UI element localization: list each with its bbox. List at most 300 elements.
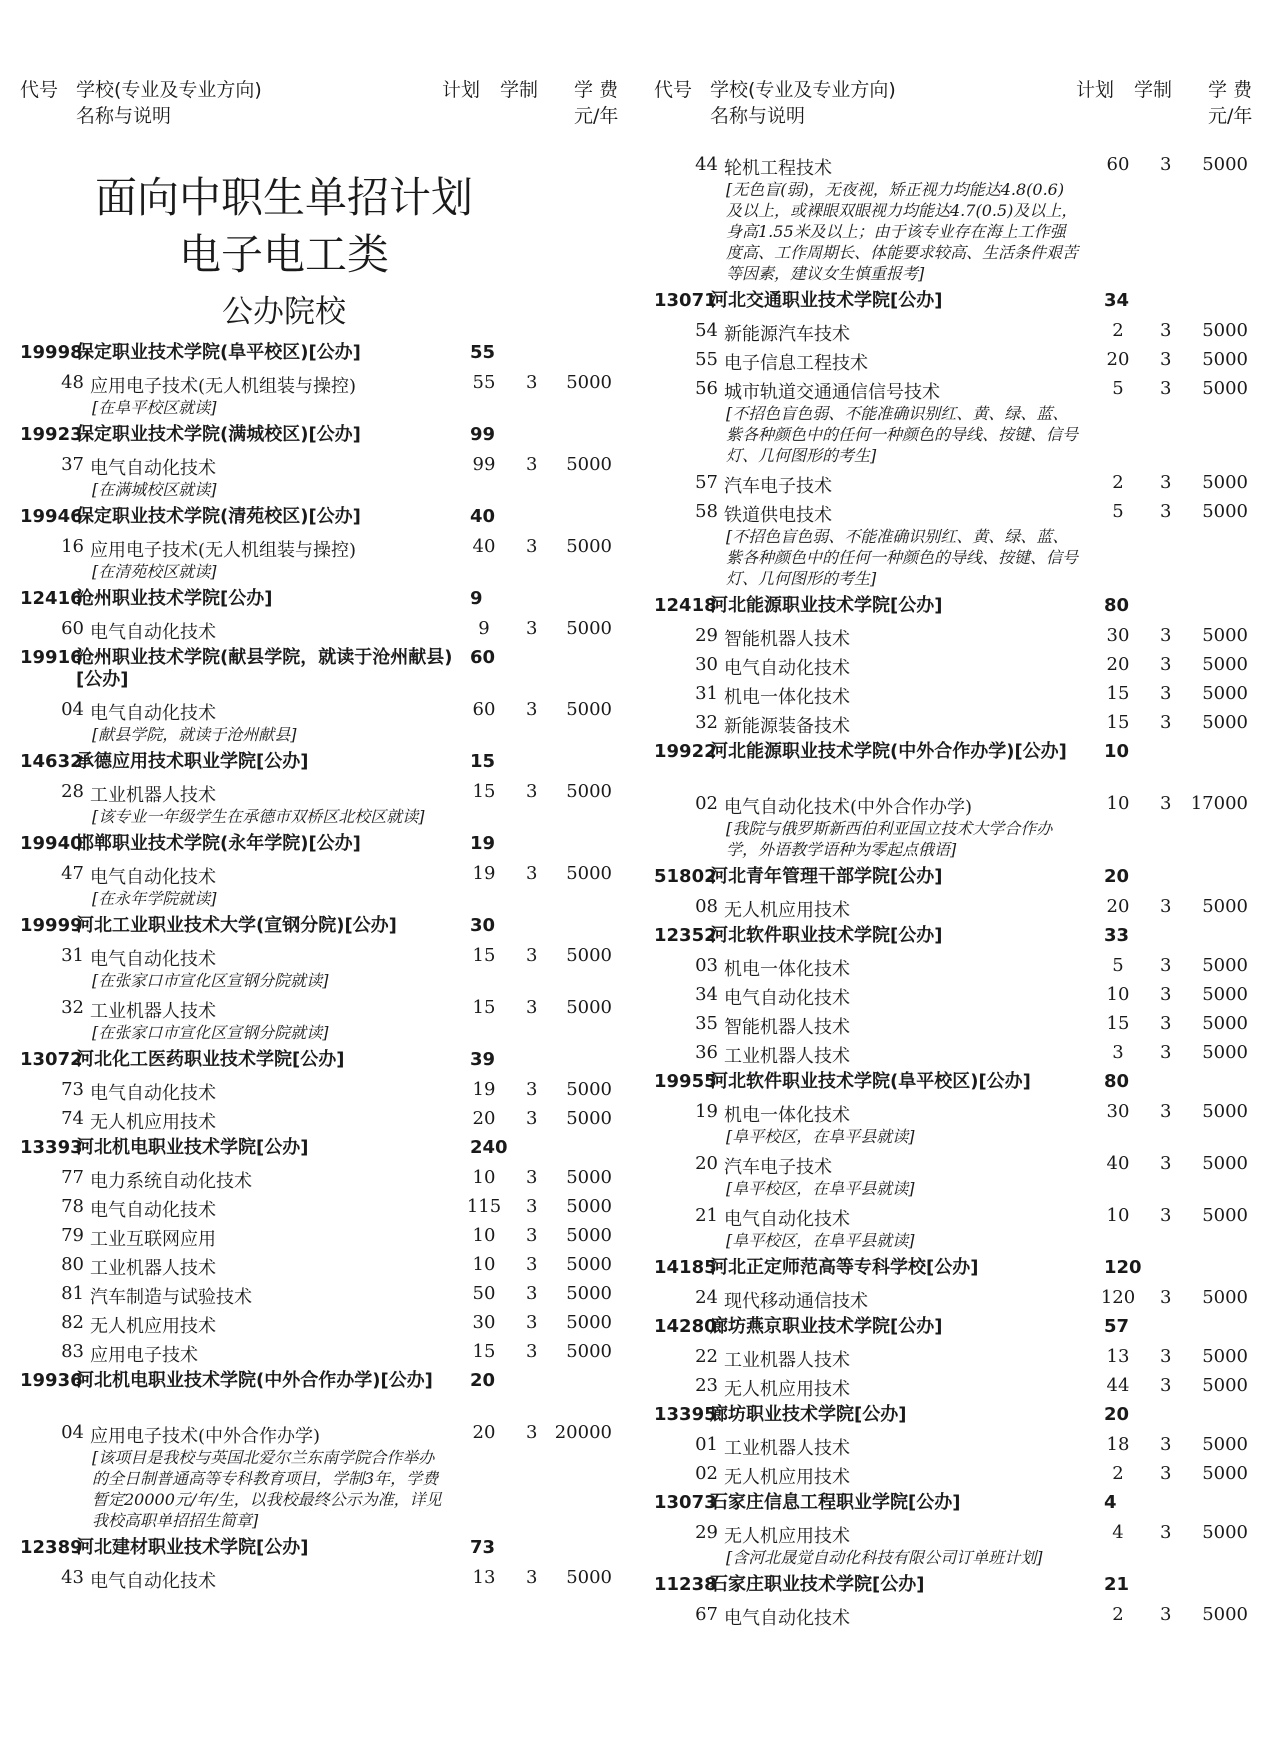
major-note: [阜平校区，在阜平县就读]	[726, 1231, 915, 1250]
major-plan: 2	[1112, 1463, 1124, 1484]
header-school-desc: 名称与说明	[710, 105, 806, 127]
major-note: [在张家口市宣化区宣钢分院就读]	[92, 971, 329, 990]
major-years: 3	[1160, 1042, 1172, 1063]
institution-code: 12389	[20, 1537, 83, 1558]
major-plan: 60	[1106, 154, 1130, 175]
major-row	[648, 1518, 1258, 1547]
institution-name: 廊坊燕京职业技术学院[公办]	[710, 1316, 943, 1337]
major-row	[648, 708, 1258, 737]
major-note: [含河北晟觉自动化科技有限公司订单班计划]	[726, 1548, 1043, 1567]
major-fee: 17000	[1190, 793, 1248, 814]
institution-block	[648, 921, 1258, 1067]
header-fee: 学 费	[574, 79, 619, 101]
major-fee: 5000	[1202, 1153, 1248, 1174]
major-fee: 5000	[566, 699, 612, 720]
major-plan: 2	[1112, 472, 1124, 493]
header-fee: 学 费	[1208, 79, 1253, 101]
institution-code: 19922	[654, 741, 717, 762]
major-code: 80	[61, 1254, 84, 1275]
major-fee: 5000	[1202, 501, 1248, 522]
major-fee: 5000	[1202, 955, 1248, 976]
institution-code: 12418	[654, 595, 717, 616]
institution-block	[14, 1133, 622, 1366]
major-row	[648, 1038, 1258, 1067]
major-name: 工业机器人技术	[90, 1001, 216, 1022]
major-years: 3	[1160, 1346, 1172, 1367]
institution-block	[14, 1533, 622, 1592]
major-note: [该专业一年级学生在承德市双桥区北校区就读]	[92, 807, 425, 826]
major-years: 3	[1160, 1153, 1172, 1174]
institution-name: 河北机电职业技术学院(中外合作办学)[公办]	[76, 1370, 433, 1391]
major-years: 3	[1160, 1434, 1172, 1455]
major-fee: 5000	[1202, 1604, 1248, 1625]
major-plan: 44	[1106, 1375, 1130, 1396]
major-name: 电气自动化技术	[724, 1608, 850, 1629]
institution-row	[14, 420, 622, 450]
major-code: 55	[695, 349, 718, 370]
institution-name: 保定职业技术学院(清苑校区)[公办]	[76, 506, 361, 527]
major-code: 02	[695, 793, 718, 814]
major-name: 工业机器人技术	[724, 1046, 850, 1067]
major-row	[14, 695, 622, 724]
major-name: 工业互联网应用	[90, 1229, 216, 1250]
major-name: 汽车电子技术	[724, 1157, 832, 1178]
major-years: 3	[1160, 654, 1172, 675]
institution-row	[648, 1253, 1258, 1283]
major-years: 3	[1160, 378, 1172, 399]
institution-plan: 19	[470, 833, 496, 854]
header-code: 代号	[654, 79, 693, 101]
major-years: 3	[526, 1567, 538, 1588]
major-code: 67	[695, 1604, 718, 1625]
major-plan: 13	[1106, 1346, 1130, 1367]
major-years: 3	[526, 1283, 538, 1304]
major-fee: 5000	[1202, 683, 1248, 704]
institution-plan: 240	[470, 1137, 508, 1158]
major-years: 3	[526, 781, 538, 802]
institution-code: 19923	[20, 424, 83, 445]
major-row	[14, 450, 622, 479]
institution-name: 邯郸职业技术学院(永年学院)[公办]	[76, 833, 361, 854]
institution-name: 石家庄职业技术学院[公办]	[710, 1574, 925, 1595]
major-plan: 50	[472, 1283, 496, 1304]
institution-block	[648, 862, 1258, 921]
major-code: 83	[61, 1341, 84, 1362]
major-years: 3	[1160, 154, 1172, 175]
major-years: 3	[526, 1167, 538, 1188]
major-plan: 15	[472, 997, 496, 1018]
major-plan: 20	[472, 1422, 496, 1443]
column-header	[14, 78, 622, 134]
major-code: 01	[695, 1434, 718, 1455]
major-row	[14, 1192, 622, 1221]
header-fee-unit: 元/年	[574, 105, 619, 127]
major-note: [在阜平校区就读]	[92, 398, 217, 417]
institution-row	[14, 747, 622, 777]
major-code: 23	[695, 1375, 718, 1396]
header-plan: 计划	[442, 79, 481, 101]
major-name: 工业机器人技术	[724, 1438, 850, 1459]
major-fee: 5000	[1202, 1042, 1248, 1063]
major-note: [在永年学院就读]	[92, 889, 217, 908]
major-name: 现代移动通信技术	[724, 1291, 868, 1312]
major-name: 新能源汽车技术	[724, 324, 850, 345]
major-plan: 10	[1106, 984, 1130, 1005]
major-code: 31	[695, 683, 718, 704]
institution-row	[14, 1045, 622, 1075]
major-name: 应用电子技术	[90, 1345, 198, 1366]
column-header	[648, 78, 1258, 134]
major-row	[14, 1221, 622, 1250]
institution-name: 河北能源职业技术学院[公办]	[710, 595, 943, 616]
major-plan: 19	[472, 1079, 496, 1100]
major-note: [我院与俄罗斯新西伯利亚国立技术大学合作办学，外语教学语种为零起点俄语]	[726, 819, 1053, 859]
institution-code: 51802	[654, 866, 717, 887]
major-row	[648, 1283, 1258, 1312]
major-code: 36	[695, 1042, 718, 1063]
major-row	[648, 1201, 1258, 1230]
major-row	[648, 621, 1258, 650]
major-code: 74	[61, 1108, 84, 1129]
major-years: 3	[526, 863, 538, 884]
major-name: 无人机应用技术	[724, 1467, 850, 1488]
institution-block	[14, 1366, 622, 1533]
header-school: 学校(专业及专业方向)	[710, 79, 896, 101]
major-code: 29	[695, 1522, 718, 1543]
major-fee: 5000	[1202, 1013, 1248, 1034]
major-row	[648, 789, 1258, 818]
major-code: 47	[61, 863, 84, 884]
major-name: 工业机器人技术	[90, 1258, 216, 1279]
major-code: 22	[695, 1346, 718, 1367]
major-years: 3	[1160, 1522, 1172, 1543]
major-fee: 5000	[1202, 320, 1248, 341]
major-years: 3	[1160, 712, 1172, 733]
institution-plan: 21	[1104, 1574, 1130, 1595]
major-name: 无人机应用技术	[90, 1316, 216, 1337]
major-fee: 5000	[1202, 625, 1248, 646]
institution-plan: 99	[470, 424, 496, 445]
major-row	[14, 1075, 622, 1104]
major-fee: 5000	[1202, 1522, 1248, 1543]
major-code: 78	[61, 1196, 84, 1217]
major-row	[14, 1337, 622, 1366]
major-fee: 5000	[566, 1341, 612, 1362]
institution-block	[14, 420, 622, 502]
institution-name: 石家庄信息工程职业学院[公办]	[710, 1492, 961, 1513]
major-fee: 5000	[1202, 1346, 1248, 1367]
major-note: [在张家口市宣化区宣钢分院就读]	[92, 1023, 329, 1042]
institution-code: 14632	[20, 751, 83, 772]
major-years: 3	[526, 618, 538, 639]
right-institution-list	[648, 150, 1258, 1629]
major-fee: 5000	[1202, 896, 1248, 917]
major-name: 新能源装备技术	[724, 716, 850, 737]
institution-block	[648, 1312, 1258, 1400]
institution-plan: 80	[1104, 595, 1130, 616]
major-name: 工业机器人技术	[90, 785, 216, 806]
major-row	[648, 1430, 1258, 1459]
major-name: 无人机应用技术	[724, 900, 850, 921]
major-plan: 10	[1106, 1205, 1130, 1226]
institution-name: 河北软件职业技术学院(阜平校区)[公办]	[710, 1071, 1031, 1092]
institution-block	[14, 829, 622, 911]
major-fee: 5000	[1202, 1205, 1248, 1226]
institution-plan: 34	[1104, 290, 1130, 311]
major-row	[648, 1459, 1258, 1488]
major-plan: 20	[472, 1108, 496, 1129]
major-years: 3	[526, 1312, 538, 1333]
institution-code: 14185	[654, 1257, 717, 1278]
major-fee: 5000	[1202, 154, 1248, 175]
institution-row	[14, 584, 622, 614]
major-plan: 15	[472, 1341, 496, 1362]
institution-code: 13393	[20, 1137, 83, 1158]
header-school: 学校(专业及专业方向)	[76, 79, 262, 101]
institution-row	[14, 1533, 622, 1563]
header-years: 学制	[1134, 79, 1173, 101]
major-row	[14, 1250, 622, 1279]
major-code: 21	[695, 1205, 718, 1226]
major-plan: 99	[472, 454, 496, 475]
institution-name: 沧州职业技术学院[公办]	[76, 588, 273, 609]
institution-row	[648, 286, 1258, 316]
institution-name: 河北机电职业技术学院[公办]	[76, 1137, 309, 1158]
institution-code: 13071	[654, 290, 717, 311]
major-fee: 5000	[566, 454, 612, 475]
institution-block	[14, 1045, 622, 1133]
header-plan: 计划	[1076, 79, 1115, 101]
major-row	[14, 1308, 622, 1337]
major-code: 81	[61, 1283, 84, 1304]
major-plan: 3	[1112, 1042, 1124, 1063]
major-code: 03	[695, 955, 718, 976]
institution-plan: 120	[1104, 1257, 1142, 1278]
institution-row	[648, 737, 1258, 789]
major-fee: 5000	[566, 1283, 612, 1304]
institution-code: 19955	[654, 1071, 717, 1092]
institution-plan: 9	[470, 588, 483, 609]
major-plan: 10	[472, 1225, 496, 1246]
banner-type: 公办院校	[222, 294, 346, 330]
institution-name: 河北正定师范高等专科学校[公办]	[710, 1257, 979, 1278]
institution-plan: 10	[1104, 741, 1130, 762]
major-row	[648, 150, 1258, 179]
major-name: 智能机器人技术	[724, 629, 850, 650]
institution-plan: 57	[1104, 1316, 1130, 1337]
major-code: 43	[61, 1567, 84, 1588]
major-code: 04	[61, 1422, 84, 1443]
major-years: 3	[1160, 1101, 1172, 1122]
major-plan: 15	[1106, 683, 1130, 704]
institution-block	[648, 1570, 1258, 1629]
institution-plan: 60	[470, 647, 496, 668]
institution-row	[648, 1067, 1258, 1097]
major-code: 82	[61, 1312, 84, 1333]
institution-plan: 39	[470, 1049, 496, 1070]
major-name: 电气自动化技术	[90, 949, 216, 970]
institution-code: 19916	[20, 647, 83, 668]
major-fee: 5000	[1202, 1101, 1248, 1122]
major-plan: 4	[1112, 1522, 1124, 1543]
major-note: [无色盲(弱)，无夜视，矫正视力均能达4.8(0.6)及以上，或裸眼双眼视力均能达4.7(0.5)及以上，身高1.55米及以上；由于该专业存在海上工作强度高、工作周期长、体能要求较高、生活条件艰苦等因素，建议女生慎重报考]	[726, 180, 1079, 283]
major-code: 60	[61, 618, 84, 639]
major-code: 44	[695, 154, 718, 175]
major-years: 3	[1160, 1375, 1172, 1396]
institution-name: 河北工业职业技术大学(宣钢分院)[公办]	[76, 915, 397, 936]
major-name: 电气自动化技术	[90, 1083, 216, 1104]
institution-row	[648, 1312, 1258, 1342]
major-code: 16	[61, 536, 84, 557]
institution-code: 19998	[20, 342, 83, 363]
institution-row	[648, 921, 1258, 951]
major-years: 3	[1160, 955, 1172, 976]
major-years: 3	[526, 997, 538, 1018]
major-plan: 18	[1106, 1434, 1130, 1455]
major-name: 铁道供电技术	[724, 505, 832, 526]
major-plan: 5	[1112, 955, 1124, 976]
institution-block	[14, 911, 622, 1045]
major-note: [不招色盲色弱、不能准确识别红、黄、绿、蓝、紫各种颜色中的任何一种颜色的导线、按键、信号灯、几何图形的考生]	[726, 527, 1079, 588]
institution-block	[648, 286, 1258, 591]
major-fee: 5000	[566, 1312, 612, 1333]
major-row	[14, 1418, 622, 1447]
major-years: 3	[1160, 683, 1172, 704]
major-fee: 5000	[566, 997, 612, 1018]
institution-code: 11238	[654, 1574, 717, 1595]
major-row	[14, 1163, 622, 1192]
major-row	[648, 1371, 1258, 1400]
major-name: 电气自动化技术	[724, 1209, 850, 1230]
institution-code: 13073	[654, 1492, 717, 1513]
major-plan: 15	[472, 781, 496, 802]
major-years: 3	[526, 945, 538, 966]
major-code: 48	[61, 372, 84, 393]
major-code: 54	[695, 320, 718, 341]
institution-row	[14, 1133, 622, 1163]
institution-row	[14, 829, 622, 859]
institution-name: 河北能源职业技术学院(中外合作办学)[公办]	[710, 741, 1067, 762]
institution-block	[648, 591, 1258, 737]
major-plan: 10	[472, 1167, 496, 1188]
institution-plan: 4	[1104, 1492, 1117, 1513]
institution-plan: 20	[1104, 1404, 1130, 1425]
major-row	[648, 497, 1258, 526]
institution-row	[648, 862, 1258, 892]
major-name: 电气自动化技术	[724, 658, 850, 679]
major-row	[14, 1563, 622, 1592]
major-years: 3	[526, 1108, 538, 1129]
major-fee: 5000	[1202, 984, 1248, 1005]
institution-row	[648, 1570, 1258, 1600]
major-years: 3	[1160, 1013, 1172, 1034]
major-code: 19	[695, 1101, 718, 1122]
major-row	[648, 1009, 1258, 1038]
major-years: 3	[526, 699, 538, 720]
major-name: 电气自动化技术	[90, 1200, 216, 1221]
major-row	[648, 345, 1258, 374]
major-name: 机电一体化技术	[724, 1105, 850, 1126]
major-code: 32	[695, 712, 718, 733]
institution-block	[648, 1253, 1258, 1312]
major-code: 35	[695, 1013, 718, 1034]
left-institution-list	[14, 338, 622, 1592]
major-name: 电气自动化技术	[724, 988, 850, 1009]
major-name: 电力系统自动化技术	[90, 1171, 252, 1192]
institution-code: 13395	[654, 1404, 717, 1425]
major-plan: 9	[478, 618, 490, 639]
major-code: 28	[61, 781, 84, 802]
institution-row	[14, 502, 622, 532]
major-row	[648, 1600, 1258, 1629]
major-fee: 5000	[566, 1167, 612, 1188]
institution-row	[14, 643, 622, 695]
major-row	[14, 368, 622, 397]
major-fee: 5000	[1202, 472, 1248, 493]
major-name: 应用电子技术(中外合作办学)	[90, 1426, 321, 1447]
major-years: 3	[526, 536, 538, 557]
major-code: 02	[695, 1463, 718, 1484]
major-fee: 5000	[566, 1254, 612, 1275]
major-plan: 55	[472, 372, 496, 393]
institution-name: 河北交通职业技术学院[公办]	[710, 290, 943, 311]
major-fee: 5000	[566, 536, 612, 557]
major-code: 56	[695, 378, 718, 399]
major-years: 3	[526, 1341, 538, 1362]
major-fee: 5000	[566, 1225, 612, 1246]
major-years: 3	[1160, 1205, 1172, 1226]
major-row	[648, 892, 1258, 921]
institution-plan: 80	[1104, 1071, 1130, 1092]
major-fee: 20000	[554, 1422, 612, 1443]
major-row	[14, 859, 622, 888]
major-row	[14, 614, 622, 643]
major-fee: 5000	[566, 1567, 612, 1588]
institution-row	[14, 1366, 622, 1418]
major-name: 无人机应用技术	[724, 1379, 850, 1400]
major-code: 37	[61, 454, 84, 475]
major-fee: 5000	[1202, 1463, 1248, 1484]
institution-block	[14, 584, 622, 643]
major-name: 电气自动化技术	[90, 703, 216, 724]
major-fee: 5000	[566, 945, 612, 966]
header-code: 代号	[20, 79, 59, 101]
major-plan: 30	[472, 1312, 496, 1333]
major-name: 电气自动化技术	[90, 867, 216, 888]
major-years: 3	[1160, 320, 1172, 341]
major-row	[648, 316, 1258, 345]
major-row	[14, 1279, 622, 1308]
major-name: 智能机器人技术	[724, 1017, 850, 1038]
major-row	[648, 650, 1258, 679]
major-row	[14, 993, 622, 1022]
institution-name: 承德应用技术职业学院[公办]	[76, 751, 309, 772]
major-name: 轮机工程技术	[724, 158, 832, 179]
major-code: 79	[61, 1225, 84, 1246]
major-row	[648, 1342, 1258, 1371]
major-years: 3	[526, 1254, 538, 1275]
major-years: 3	[1160, 896, 1172, 917]
major-plan: 13	[472, 1567, 496, 1588]
major-years: 3	[1160, 501, 1172, 522]
major-code: 04	[61, 699, 84, 720]
major-code: 73	[61, 1079, 84, 1100]
institution-code: 14280	[654, 1316, 717, 1337]
major-fee: 5000	[1202, 1434, 1248, 1455]
major-years: 3	[1160, 984, 1172, 1005]
major-code: 08	[695, 896, 718, 917]
institution-block	[648, 1488, 1258, 1570]
